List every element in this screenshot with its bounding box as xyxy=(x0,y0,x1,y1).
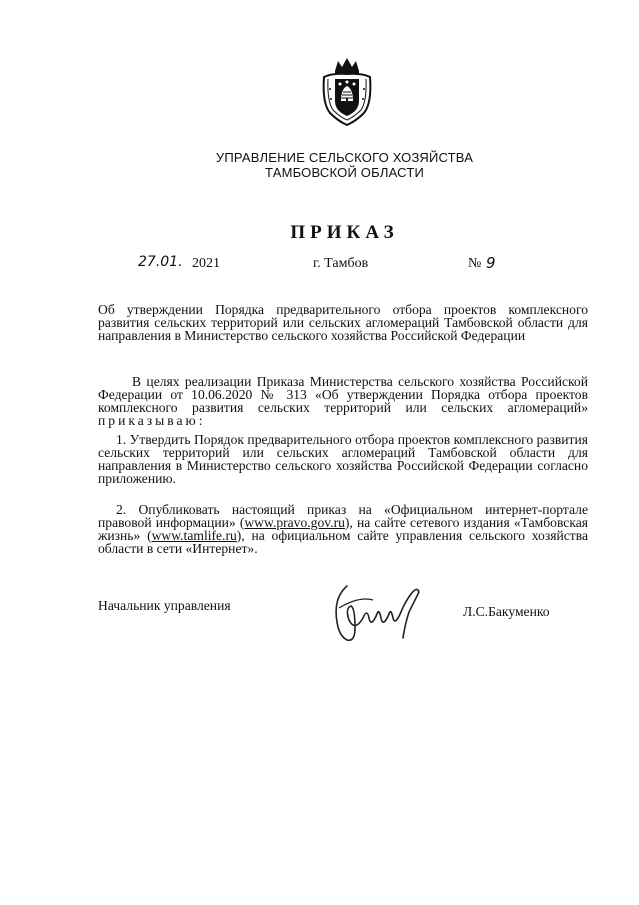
date-year: 2021 xyxy=(192,256,220,271)
intro-text: В целях реализации Приказа Министерства сельского хозяйства Российской Федерации от 10.06.2020 № 313 «Об утверждении Порядка отбора проектов комплексного развития сельских территорий или сельских агломераций» xyxy=(98,374,588,415)
coat-of-arms-icon xyxy=(318,55,376,127)
item2-text-part2: ), на сайте сетевого издания «Тамбовская жизнь» ( xyxy=(98,515,589,543)
order-word: приказываю: xyxy=(98,413,206,428)
order-subject: Об утверждении Порядка предварительного отбора проектов комплексного развития сельских территорий или сельских агломераций Тамбовской области для направления в Министерство сельского хозяйства Российской Федерации xyxy=(98,302,588,343)
pravo-link[interactable]: www.pravo.gov.ru xyxy=(244,515,345,530)
number-label: № xyxy=(468,256,482,271)
organization-name-line2: ТАМБОВСКОЙ ОБЛАСТИ xyxy=(264,165,425,180)
handwritten-number: 9 xyxy=(486,254,496,272)
signer-name: Л.С.Бакуменко xyxy=(463,604,550,619)
document-title: ПРИКАЗ xyxy=(290,222,399,243)
handwritten-date: 27.01. xyxy=(138,254,183,270)
item2-text-part3: ), на официальном сайте управления сельского хозяйства области в сети «Интернет». xyxy=(98,528,588,556)
handwritten-signature-icon xyxy=(325,578,430,648)
intro-paragraph xyxy=(98,375,588,427)
organization-name-line1: УПРАВЛЕНИЕ СЕЛЬСКОГО ХОЗЯЙСТВА xyxy=(215,150,474,165)
item2-text-part1: 2. Опубликовать настоящий приказ на «Официальном интернет-портале правовой информации» ( xyxy=(98,502,588,530)
signer-position: Начальник управления xyxy=(98,598,231,613)
order-item-2 xyxy=(98,503,588,555)
tamlife-link[interactable]: www.tamlife.ru xyxy=(151,528,237,543)
order-item-1: 1. Утвердить Порядок предварительного отбора проектов комплексного развития сельских территорий или сельских агломераций Тамбовской области для направления в Министерство сельского хозяйства Российской Федерации согласно приложению. xyxy=(98,432,588,486)
city: г. Тамбов xyxy=(313,256,369,271)
